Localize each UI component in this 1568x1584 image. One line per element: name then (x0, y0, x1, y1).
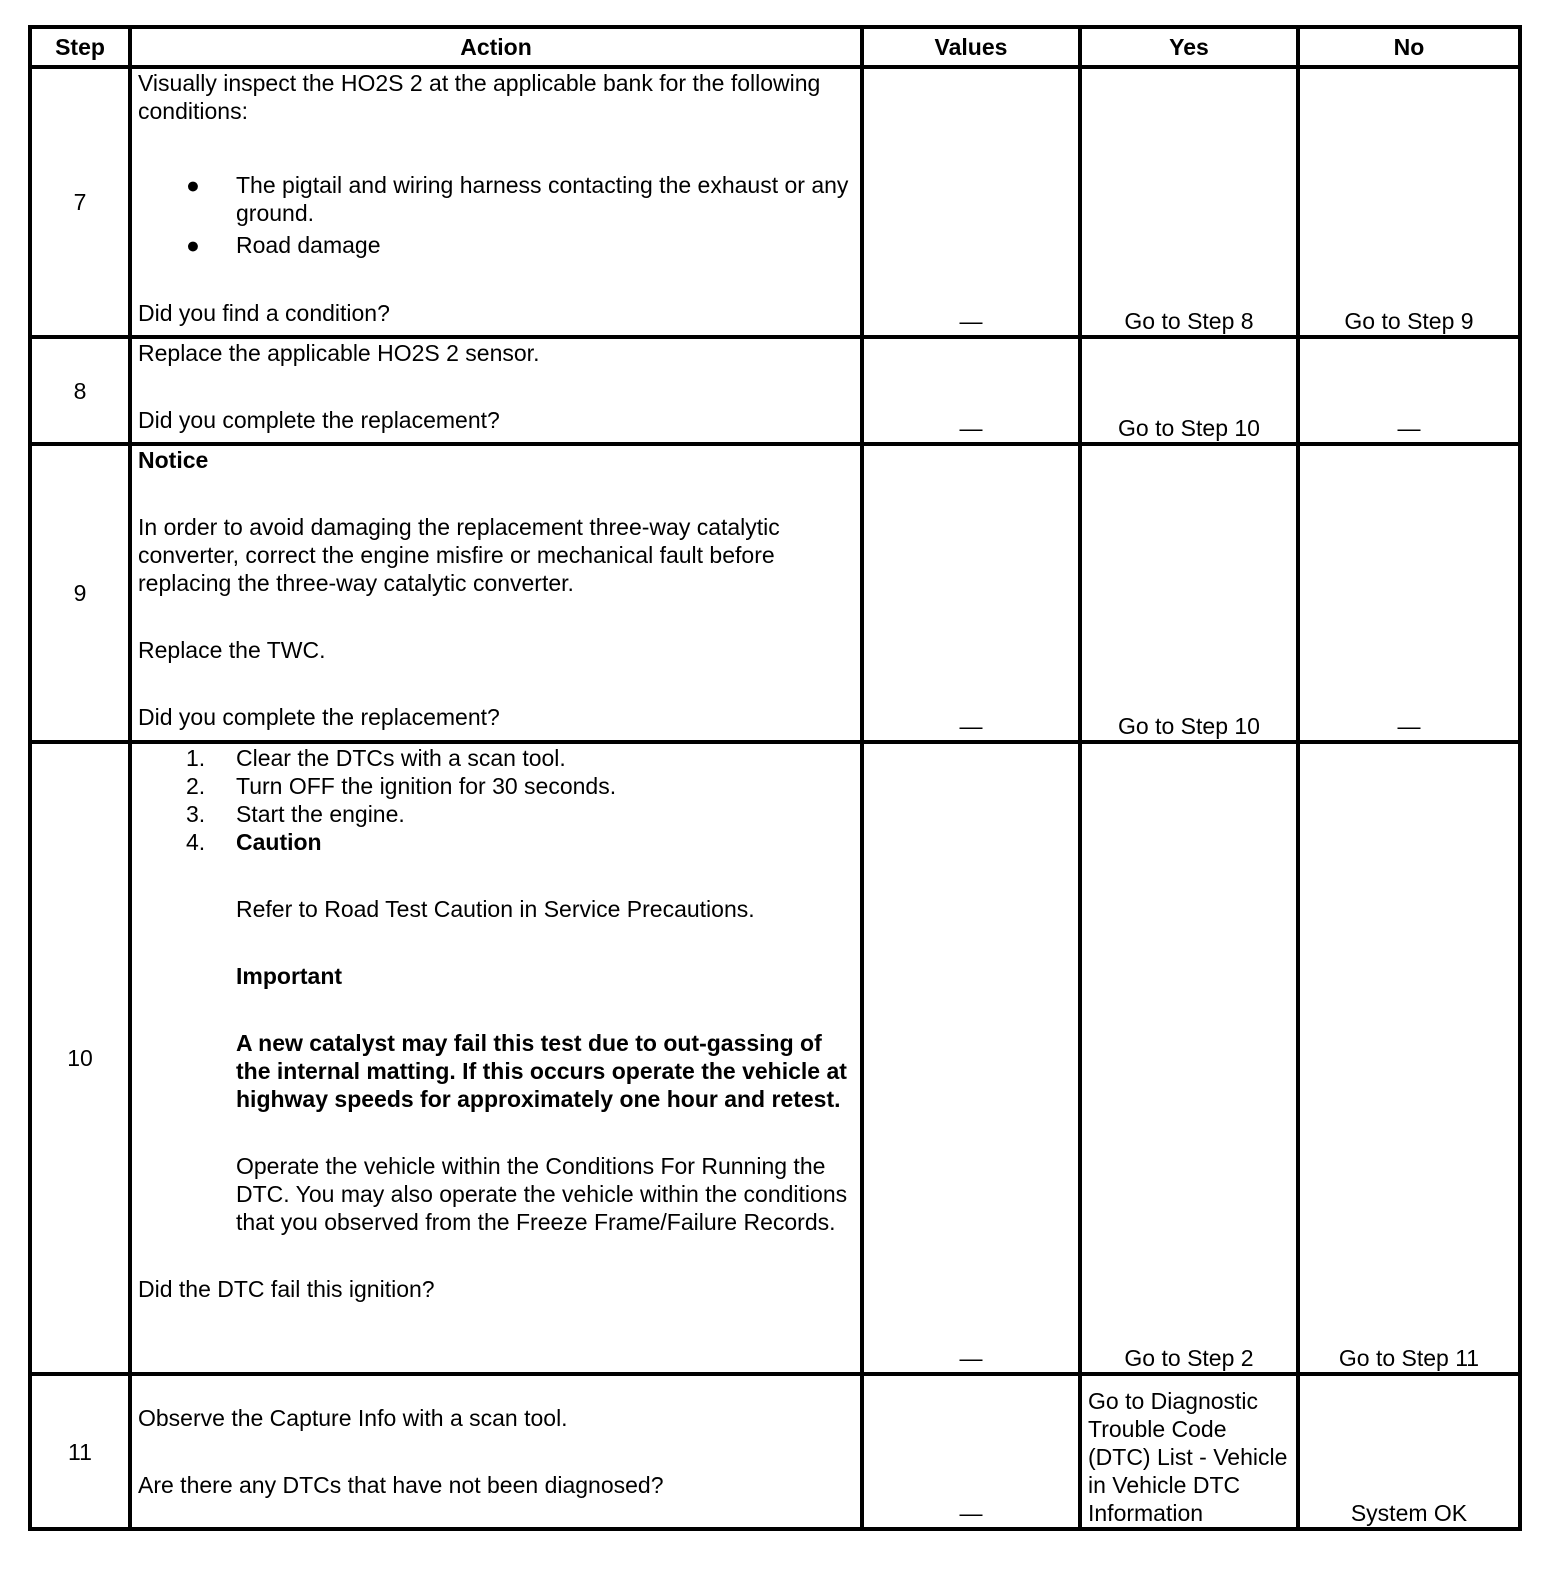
action-cell (130, 742, 862, 1374)
action-question: Did you complete the replacement? (138, 704, 500, 730)
action-question: Did you find a condition? (138, 300, 390, 326)
no-cell: System OK (1298, 1374, 1520, 1529)
action-cell (130, 1374, 862, 1529)
step-number: 9 (30, 444, 130, 742)
yes-cell: Go to Step 10 (1080, 444, 1298, 742)
values-cell: — (862, 1374, 1080, 1529)
action-question: Did you complete the replacement? (138, 407, 500, 433)
condition-list (138, 171, 854, 259)
table-row-step-10 (30, 742, 1520, 1374)
step-number: 10 (30, 742, 130, 1374)
yes-cell: Go to Step 2 (1080, 742, 1298, 1374)
yes-cell: Go to Step 8 (1080, 67, 1298, 337)
list-item: 2. Turn OFF the ignition for 30 seconds. (186, 773, 617, 799)
list-item: 3. Start the engine. (186, 801, 405, 827)
important-label: Important (236, 963, 343, 989)
list-item: 1. Clear the DTCs with a scan tool. (186, 745, 566, 771)
yes-cell: Go to Diagnostic Trouble Code (DTC) List - Vehicle in Vehicle DTC Information (1080, 1374, 1298, 1529)
values-cell: — (862, 444, 1080, 742)
action-question: Did the DTC fail this ignition? (138, 1276, 435, 1302)
header-step: Step (30, 27, 130, 67)
bullet-icon: ● (186, 172, 200, 198)
action-cell (130, 67, 862, 337)
table-row-step-8 (30, 337, 1520, 444)
important-text: A new catalyst may fail this test due to out-gassing of the internal matting. If this occurs operate the vehicle at highway speeds for approximately one hour and retest. (236, 1030, 847, 1112)
yes-cell: Go to Step 10 (1080, 337, 1298, 444)
no-cell: — (1298, 444, 1520, 742)
step-number: 7 (30, 67, 130, 337)
action-text: Replace the applicable HO2S 2 sensor. (138, 340, 540, 366)
action-text: Observe the Capture Info with a scan tool. (138, 1405, 568, 1431)
procedure-list (138, 744, 854, 856)
bullet-icon: ● (186, 232, 200, 258)
list-item: ● Road damage (186, 232, 381, 258)
caution-label: Caution (236, 829, 322, 855)
action-question: Are there any DTCs that have not been diagnosed? (138, 1472, 664, 1498)
no-cell: Go to Step 11 (1298, 742, 1520, 1374)
header-row (30, 27, 1520, 67)
header-yes: Yes (1080, 27, 1298, 67)
header-values: Values (862, 27, 1080, 67)
table-row-step-7 (30, 67, 1520, 337)
no-cell: Go to Step 9 (1298, 67, 1520, 337)
no-cell: — (1298, 337, 1520, 444)
caution-text: Refer to Road Test Caution in Service Precautions. (236, 896, 755, 922)
action-cell (130, 337, 862, 444)
table-row-step-11 (30, 1374, 1520, 1529)
step-number: 8 (30, 337, 130, 444)
list-item: 4. Caution (186, 829, 322, 855)
notice-label: Notice (138, 447, 209, 473)
action-cell (130, 444, 862, 742)
diagnostic-table (28, 25, 1522, 1531)
values-cell: — (862, 67, 1080, 337)
action-text: Replace the TWC. (138, 637, 326, 663)
action-intro: Visually inspect the HO2S 2 at the applicable bank for the following conditions: (138, 70, 821, 124)
table-row-step-9 (30, 444, 1520, 742)
step-number: 11 (30, 1374, 130, 1529)
values-cell: — (862, 337, 1080, 444)
values-cell: — (862, 742, 1080, 1374)
operate-text: Operate the vehicle within the Conditions For Running the DTC. You may also operate the vehicle within the conditions that you observed from the Freeze Frame/Failure Records. (236, 1153, 848, 1235)
header-no: No (1298, 27, 1520, 67)
list-item: ● The pigtail and wiring harness contacting the exhaust or any ground. (186, 172, 849, 226)
notice-text: In order to avoid damaging the replacement three-way catalytic converter, correct the engine misfire or mechanical fault before replacing the three-way catalytic converter. (138, 514, 780, 596)
header-action: Action (130, 27, 862, 67)
